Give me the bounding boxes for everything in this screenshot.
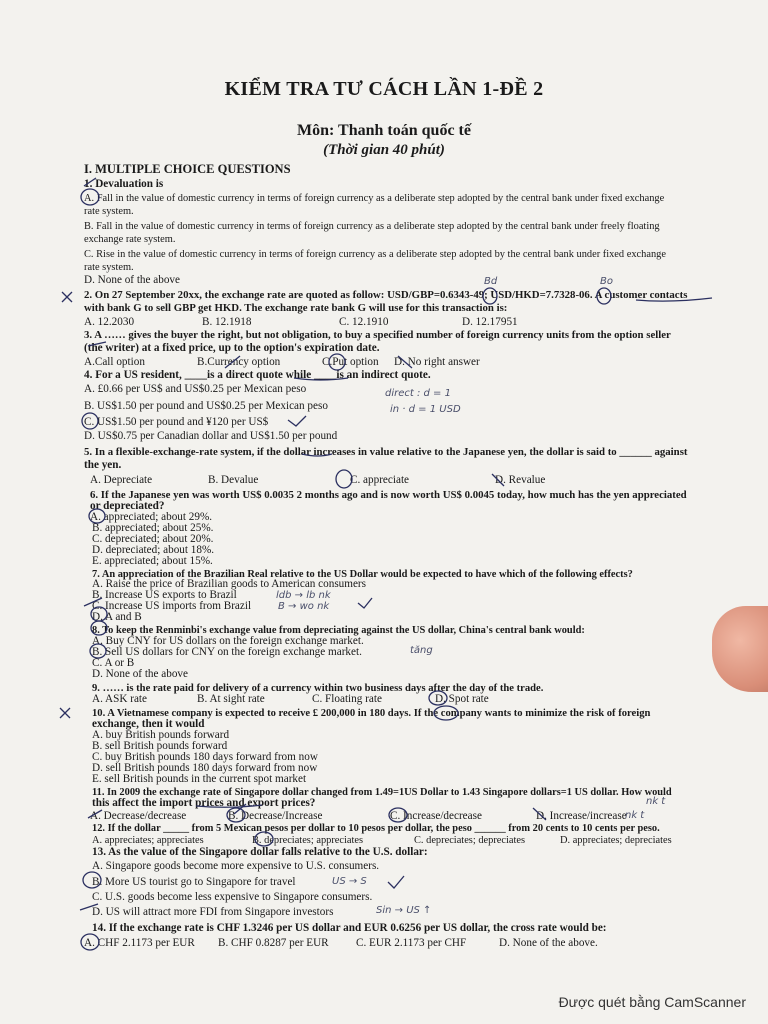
q2-option-a: A. 12.2030 bbox=[84, 316, 135, 328]
q13-stem: 13. As the value of the Singapore dollar falls relative to the U.S. dollar: bbox=[92, 846, 428, 858]
q10-option-c: C. buy British pounds 180 days forward from now bbox=[92, 751, 318, 763]
handwritten-bid: Bd bbox=[484, 276, 498, 287]
q12-option-a: A. appreciates; appreciates bbox=[92, 835, 204, 846]
scanner-thumb bbox=[712, 606, 768, 692]
q9-option-b: B. At sight rate bbox=[197, 693, 265, 705]
q1-option-b-cont: exchange rate system. bbox=[84, 234, 176, 245]
q14-option-d: D. None of the above. bbox=[499, 937, 598, 949]
q7-tick bbox=[358, 598, 372, 608]
q7-option-c: C. Increase US imports from Brazil bbox=[92, 600, 252, 612]
q8-stem: 8. To keep the Renminbi's exchange value from depreciating against the US dollar, China's central bank would: bbox=[92, 625, 585, 636]
q8-option-b: B. Sell US dollars for CNY on the foreign exchange market. bbox=[92, 646, 362, 658]
q4-option-a: A. £0.66 per US$ and US$0.25 per Mexican peso bbox=[84, 383, 307, 395]
q7-stem: 7. An appreciation of the Brazilian Real relative to the US Dollar would be expected to have which of the following effects? bbox=[92, 569, 633, 580]
q2-stem-cont: with bank G to sell GBP get HKD. The exchange rate bank G will use for this transaction is: bbox=[84, 302, 508, 314]
q1-stem: 1. Devaluation is bbox=[84, 178, 164, 190]
q12-option-b: B. depreciates; appreciates bbox=[252, 835, 364, 846]
q11-option-d: D. Increase/increase bbox=[536, 810, 627, 822]
exam-title: KIỂM TRA TƯ CÁCH LẦN 1-ĐỀ 2 bbox=[224, 78, 544, 100]
q4-option-b: B. US$1.50 per pound and US$0.25 per Mexican peso bbox=[84, 400, 328, 412]
q10-stem: 10. A Vietnamese company is expected to receive £ 200,000 in 180 days. If the company wants to minimize the risk of foreign bbox=[92, 708, 651, 719]
q7-option-a: A. Raise the price of Brazilian goods to American consumers bbox=[92, 578, 367, 590]
q9-option-d: D. Spot rate bbox=[435, 693, 489, 705]
q11-option-b: B. Decrease/Increase bbox=[228, 810, 323, 822]
q5-option-d: D. Revalue bbox=[495, 474, 546, 486]
q5-stem-cont: the yen. bbox=[84, 459, 122, 471]
q3-option-b: B.Currency option bbox=[197, 356, 281, 368]
q1-option-a-cont: rate system. bbox=[84, 206, 134, 217]
q1-option-c-cont: rate system. bbox=[84, 262, 134, 273]
q13-option-a: A. Singapore goods become more expensive to U.S. consumers. bbox=[92, 860, 380, 872]
handwritten-q8: tăng bbox=[410, 645, 433, 656]
q1-option-a: A. Fall in the value of domestic currency in terms of foreign currency as a deliberate step adopted by the central bank under fixed exchange bbox=[84, 193, 665, 204]
q10-option-a: A. buy British pounds forward bbox=[92, 729, 230, 741]
q10-option-d: D. sell British pounds 180 days forward from now bbox=[92, 762, 318, 774]
q13-option-b: B. More US tourist go to Singapore for travel bbox=[92, 876, 296, 888]
q10-option-e: E. sell British pounds in the current spot market bbox=[92, 773, 307, 785]
handwritten-ask: Bo bbox=[600, 276, 613, 287]
q3-option-a: A.Call option bbox=[84, 356, 145, 368]
handwritten-q7c: B → wo nk bbox=[278, 601, 330, 612]
q2-x-mark bbox=[62, 292, 72, 302]
q7-option-d: D. A and B bbox=[92, 611, 142, 623]
q9-option-c: C. Floating rate bbox=[312, 693, 382, 705]
q5-stem: 5. In a flexible-exchange-rate system, if the dollar increases in value relative to the Japanese yen, the dollar is said to ______ against bbox=[84, 446, 688, 458]
q14-option-b: B. CHF 0.8287 per EUR bbox=[218, 937, 329, 949]
camscanner-watermark: Được quét bằng CamScanner bbox=[558, 994, 746, 1010]
q13-tick bbox=[388, 876, 404, 888]
q10-stem-cont: exchange, then it would bbox=[92, 718, 205, 730]
q3-option-c: C.Put option bbox=[322, 356, 379, 368]
q6-stem: 6. If the Japanese yen was worth US$ 0.0035 2 months ago and is now worth US$ 0.0045 today, how much has the yen appreciated bbox=[90, 489, 687, 501]
q4-option-d: D. US$0.75 per Canadian dollar and US$1.50 per pound bbox=[84, 430, 338, 442]
q13-option-c: C. U.S. goods become less expensive to Singapore consumers. bbox=[92, 891, 373, 903]
handwritten-q7b: ldb → lb nk bbox=[276, 590, 331, 601]
q5-option-c: C. appreciate bbox=[350, 474, 410, 486]
q14-options bbox=[84, 937, 704, 950]
q12-option-c: C. depreciates; depreciates bbox=[414, 835, 526, 846]
q2-option-d: D. 12.17951 bbox=[462, 316, 518, 328]
q3-option-d: D. No right answer bbox=[394, 356, 480, 368]
q5-option-a: A. Depreciate bbox=[90, 474, 153, 486]
q6-option-b: B. appreciated; about 25%. bbox=[92, 522, 214, 534]
q10-option-b: B. sell British pounds forward bbox=[92, 740, 228, 752]
q6-option-c: C. depreciated; about 20%. bbox=[92, 533, 214, 545]
q12-stem: 12. If the dollar _____ from 5 Mexican pesos per dollar to 10 pesos per dollar, the peso ______ from 20 cents to 10 cents per peso. bbox=[92, 823, 660, 834]
handwritten-q13d: Sin → US ↑ bbox=[376, 905, 432, 916]
q3-stem: 3. A …… gives the buyer the right, but not obligation, to buy a specified number of foreign currency units from the option seller bbox=[84, 329, 671, 341]
q14-stem: 14. If the exchange rate is CHF 1.3246 per US dollar and EUR 0.6256 per US dollar, the cross rate would be: bbox=[92, 922, 607, 934]
q6-stem-cont: or depreciated? bbox=[90, 500, 165, 512]
q6-option-a: A. appreciated; about 29%. bbox=[90, 511, 213, 523]
q8-option-c: C. A or B bbox=[92, 657, 135, 669]
q3-stem-cont: (the writer) at a fixed price, up to the option's expiration date. bbox=[84, 342, 380, 354]
q2-option-b: B. 12.1918 bbox=[202, 316, 252, 328]
q4-option-c: C. US$1.50 per pound and ¥120 per US$ bbox=[84, 416, 269, 428]
handwritten-q12: nk t bbox=[625, 810, 645, 821]
q12-option-d: D. appreciates; depreciates bbox=[560, 835, 672, 846]
q14-option-c: C. EUR 2.1173 per CHF bbox=[356, 937, 467, 949]
q5-option-b: B. Devalue bbox=[208, 474, 259, 486]
q8-option-d: D. None of the above bbox=[92, 668, 188, 680]
handwritten-indirect: in · d = 1 USD bbox=[390, 404, 461, 415]
q13-option-d: D. US will attract more FDI from Singapore investors bbox=[92, 906, 334, 918]
handwritten-q11: nk t bbox=[646, 796, 666, 807]
handwritten-q13b: US → S bbox=[332, 876, 367, 887]
q11-option-a: A. Decrease/decrease bbox=[90, 810, 187, 822]
q10-x-mark bbox=[60, 708, 70, 718]
q1-option-d: D. None of the above bbox=[84, 274, 180, 286]
q9-option-a: A. ASK rate bbox=[92, 693, 147, 705]
q4-tick bbox=[288, 416, 306, 426]
q2-stem: 2. On 27 September 20xx, the exchange rate are quoted as follow: USD/GBP=0.6343-49; USD/HKD=7.7328-06. A customer contacts bbox=[84, 289, 688, 301]
exam-subject: Môn: Thanh toán quốc tế bbox=[297, 122, 471, 139]
q6-option-d: D. depreciated; about 18%. bbox=[92, 544, 215, 556]
q7-option-b: B. Increase US exports to Brazil bbox=[92, 589, 237, 601]
q11-stem-cont: this affect the import prices and export prices? bbox=[92, 797, 316, 809]
handwritten-direct: direct : d = 1 bbox=[385, 388, 451, 399]
exam-time: (Thời gian 40 phút) bbox=[323, 142, 445, 158]
q5-options bbox=[90, 474, 710, 487]
q11-option-c: C. Increase/decrease bbox=[390, 810, 482, 822]
q1-option-b: B. Fall in the value of domestic currency in terms of foreign currency as a deliberate step adopted by the central bank under freely floating bbox=[84, 221, 660, 232]
q2-options bbox=[84, 316, 724, 329]
q9-options bbox=[92, 693, 692, 706]
q11-stem: 11. In 2009 the exchange rate of Singapore dollar changed from 1.49=1US Dollar to 1.43 Singapore dollars=1 US dollar. How would bbox=[92, 787, 672, 798]
q9-stem: 9. …… is the rate paid for delivery of a currency within two business days after the day of the trade. bbox=[92, 683, 544, 694]
q6-option-e: E. appreciated; about 15%. bbox=[92, 555, 213, 567]
q2-option-c: C. 12.1910 bbox=[339, 316, 389, 328]
q4-stem: 4. For a US resident, ____is a direct quote while ____is an indirect quote. bbox=[84, 369, 431, 381]
section-heading: I. MULTIPLE CHOICE QUESTIONS bbox=[84, 162, 291, 176]
q14-option-a: A. CHF 2.1173 per EUR bbox=[84, 937, 195, 949]
q3-options bbox=[84, 356, 724, 369]
q8-option-a: A. Buy CNY for US dollars on the foreign exchange market. bbox=[92, 635, 364, 647]
q1-option-c: C. Rise in the value of domestic currency in terms of foreign currency as a deliberate step adopted by the central bank under fixed exchange bbox=[84, 249, 666, 260]
